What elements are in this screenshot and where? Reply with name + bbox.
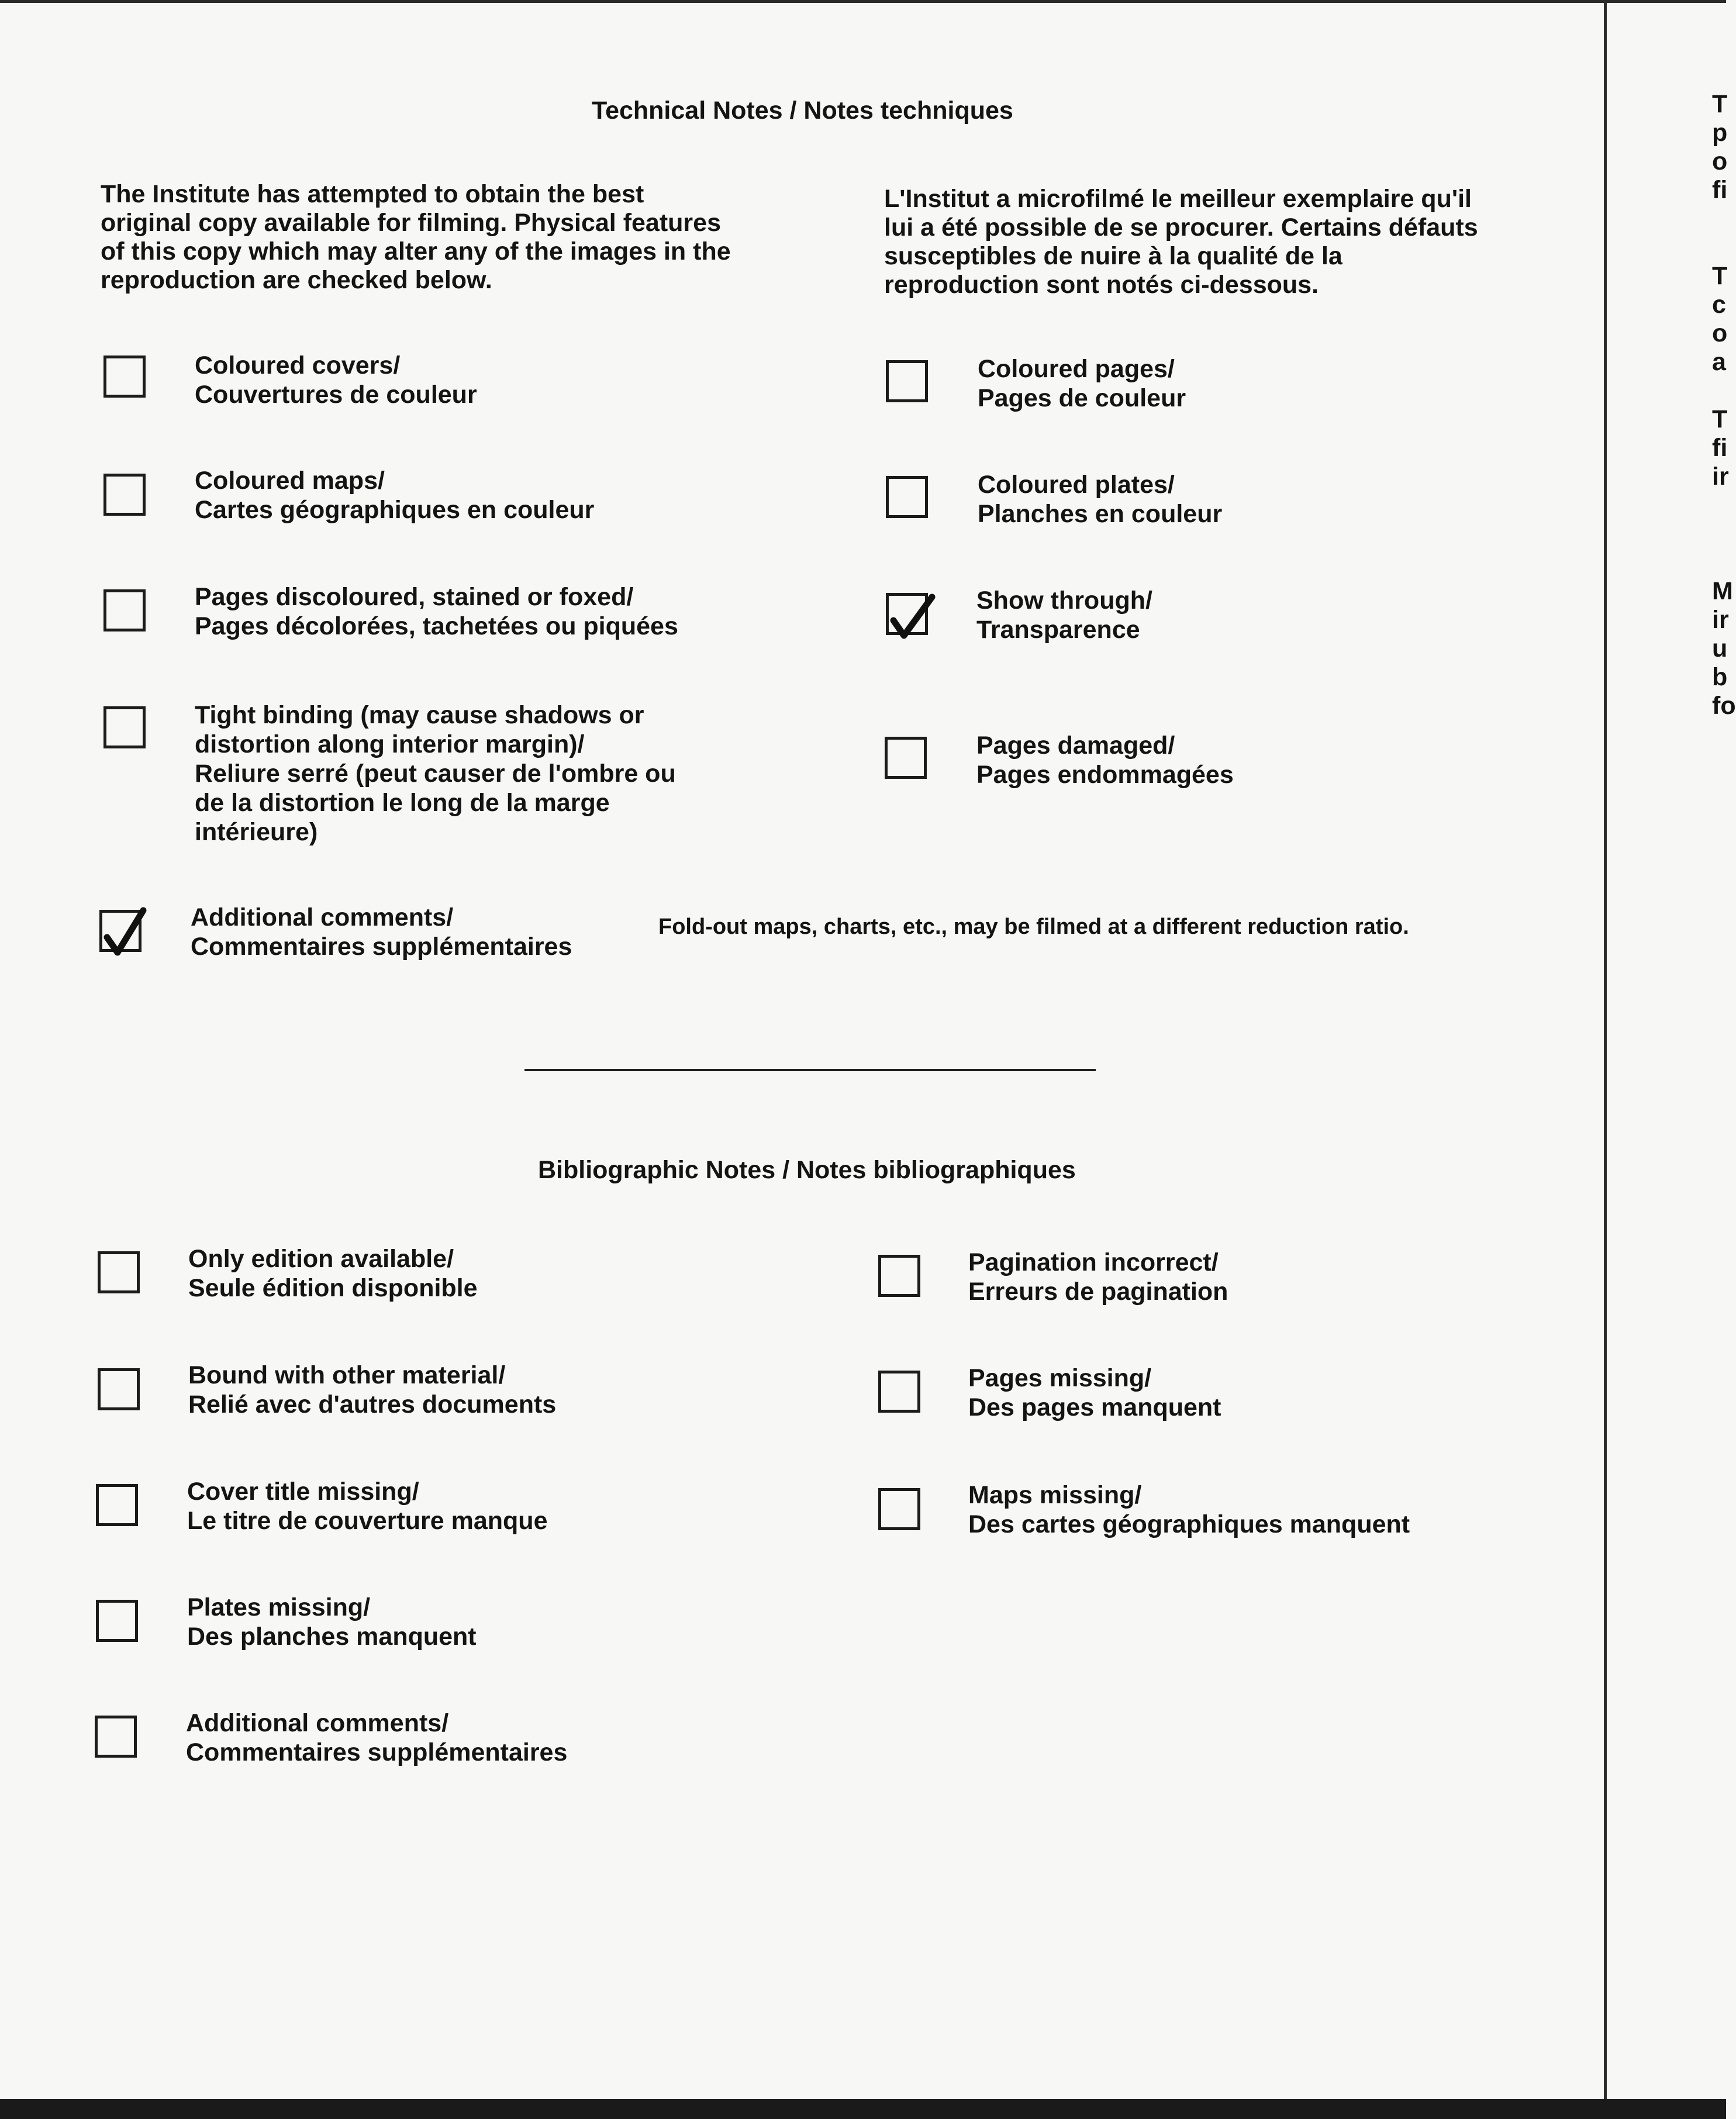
technical-notes-heading: Technical Notes / Notes techniques: [592, 96, 1013, 125]
technical-comment-text: Fold-out maps, charts, etc., may be filmed at a different reduction ratio.: [658, 914, 1409, 939]
checkbox-pages-missing[interactable]: [878, 1371, 920, 1413]
checkbox-pagination-incorrect[interactable]: [878, 1255, 920, 1297]
checkbox-coloured-pages[interactable]: [886, 360, 928, 402]
top-edge: [0, 0, 1726, 3]
label-pages-missing: Pages missing/ Des pages manquent: [968, 1364, 1221, 1421]
label-cover-title-missing: Cover title missing/ Le titre de couverture manque: [187, 1478, 548, 1535]
checkbox-pages-damaged[interactable]: [885, 737, 927, 779]
checkmark-icon: [886, 589, 937, 643]
checkbox-bound-with[interactable]: [98, 1368, 140, 1410]
label-coloured-pages: Coloured pages/ Pages de couleur: [978, 355, 1186, 412]
checkbox-show-through[interactable]: [886, 593, 928, 635]
cut-off-adjacent-page-text: T p o fi T c o a T fi ir M ir u b fo: [1712, 90, 1736, 720]
checkbox-pages-discoloured[interactable]: [103, 589, 146, 631]
checkbox-coloured-covers[interactable]: [103, 356, 146, 398]
checkbox-maps-missing[interactable]: [878, 1488, 920, 1530]
label-pagination-incorrect: Pagination incorrect/ Erreurs de pagination: [968, 1248, 1228, 1306]
checkbox-tight-binding[interactable]: [103, 706, 146, 748]
label-pages-discoloured: Pages discoloured, stained or foxed/ Pages décolorées, tachetées ou piquées: [195, 583, 678, 640]
section-divider: [524, 1069, 1096, 1071]
label-plates-missing: Plates missing/ Des planches manquent: [187, 1593, 477, 1651]
label-show-through: Show through/ Transparence: [976, 586, 1152, 644]
label-coloured-covers: Coloured covers/ Couvertures de couleur: [195, 351, 477, 409]
bottom-scan-band: [0, 2099, 1726, 2119]
label-maps-missing: Maps missing/ Des cartes géographiques manquent: [968, 1481, 1410, 1538]
label-coloured-maps: Coloured maps/ Cartes géographiques en couleur: [195, 467, 595, 524]
checkbox-additional-comments-bibliographic[interactable]: [95, 1716, 137, 1758]
label-only-edition: Only edition available/ Seule édition disponible: [188, 1245, 478, 1302]
bibliographic-notes-heading: Bibliographic Notes / Notes bibliographiques: [538, 1156, 1076, 1184]
intro-english: The Institute has attempted to obtain the best original copy available for filming. Physical features of this copy which may alter any of the images in the reproduction are checked below.: [101, 180, 731, 294]
label-additional-comments-bibliographic: Additional comments/ Commentaires supplémentaires: [186, 1709, 568, 1766]
checkbox-only-edition[interactable]: [98, 1251, 140, 1293]
checkbox-additional-comments-technical[interactable]: [99, 910, 141, 952]
checkbox-plates-missing[interactable]: [96, 1600, 138, 1642]
label-tight-binding: Tight binding (may cause shadows or distortion along interior margin)/ Reliure serré (peut causer de l'ombre ou de la distortion le long de la marge intérieure): [195, 701, 676, 846]
label-additional-comments-technical: Additional comments/ Commentaires supplémentaires: [191, 903, 572, 961]
checkbox-coloured-plates[interactable]: [886, 476, 928, 518]
label-pages-damaged: Pages damaged/ Pages endommagées: [976, 731, 1234, 789]
checkbox-cover-title-missing[interactable]: [96, 1484, 138, 1526]
intro-french: L'Institut a microfilmé le meilleur exemplaire qu'il lui a été possible de se procurer. Certains défauts susceptibles de nuire à la qualité de la reproduction sont notés ci-dessous.: [884, 185, 1478, 299]
checkmark-icon: [100, 906, 150, 960]
page-fold-line: [1604, 0, 1607, 2099]
label-coloured-plates: Coloured plates/ Planches en couleur: [978, 471, 1223, 528]
label-bound-with: Bound with other material/ Relié avec d'autres documents: [188, 1361, 557, 1419]
checkbox-coloured-maps[interactable]: [103, 474, 146, 516]
